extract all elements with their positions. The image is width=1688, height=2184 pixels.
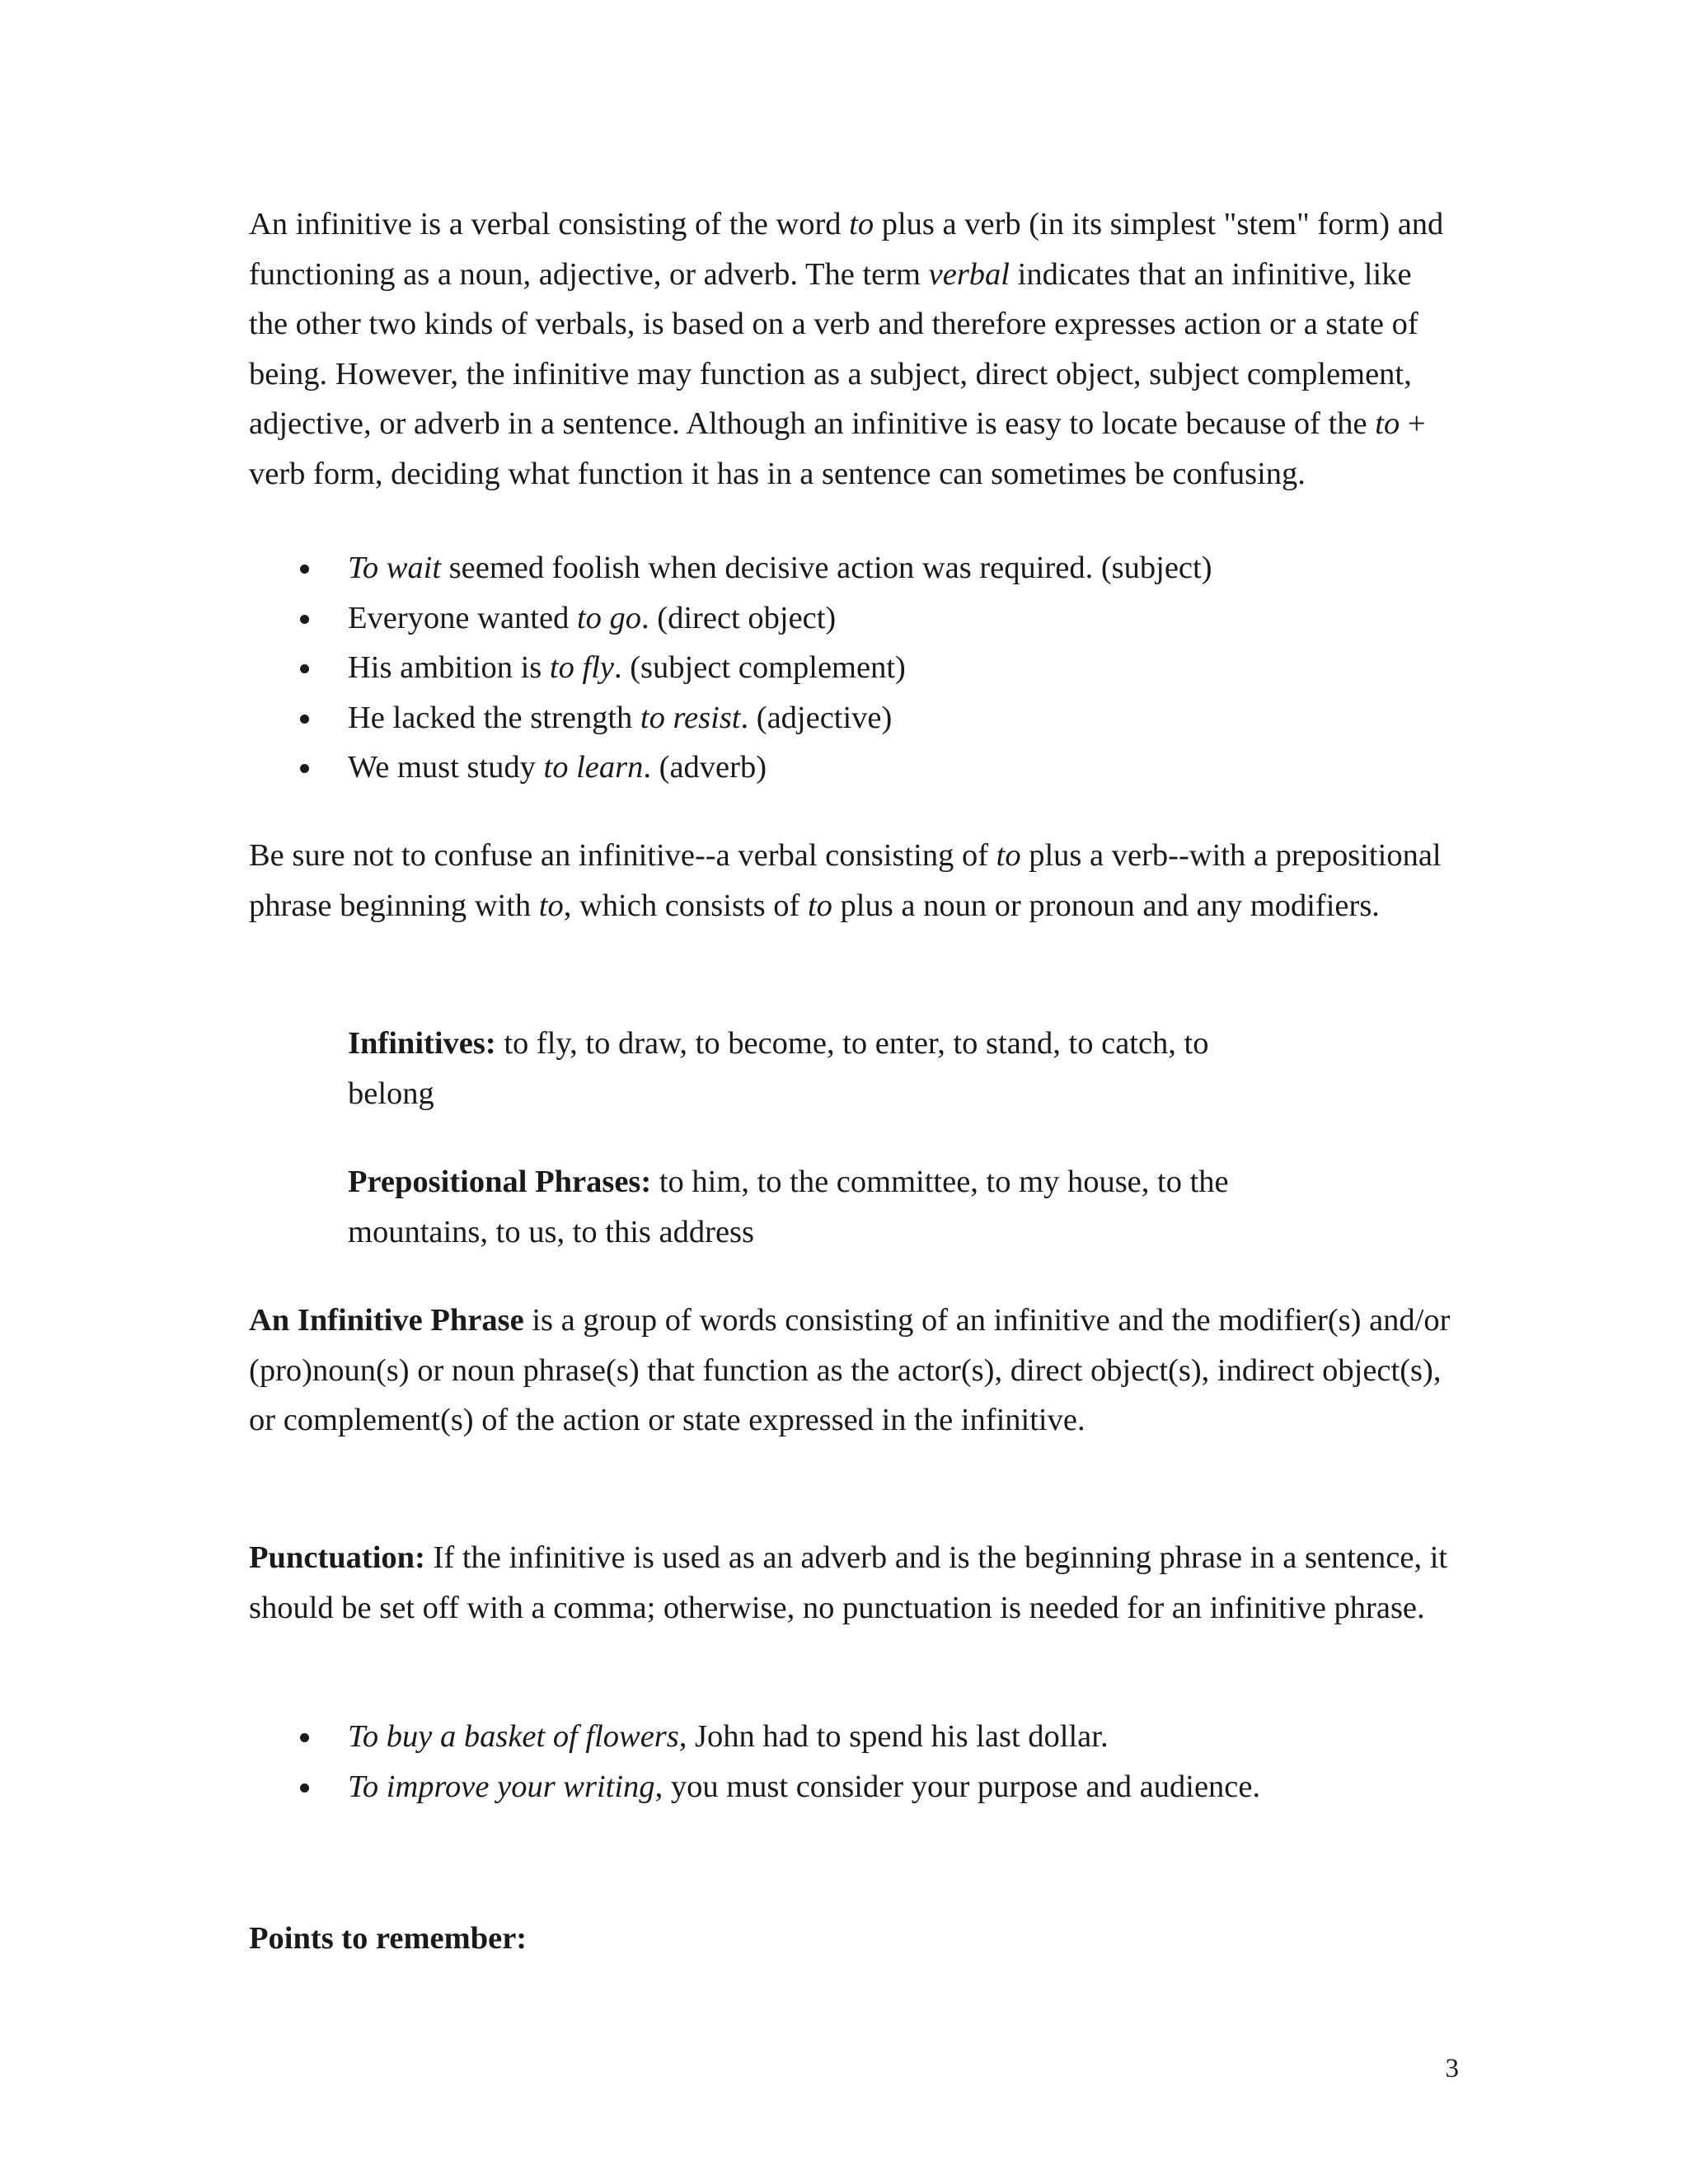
intro-text-2: plus a verb (in its simplest "stem" form) and functioning as a noun, adjective, or adverb. The term: [249, 207, 1444, 292]
example-text: John had to spend his last dollar.: [687, 1719, 1109, 1754]
punctuation-label: Punctuation:: [249, 1540, 425, 1575]
intro-italic-to-2: to: [1375, 406, 1400, 441]
list-item: [249, 1762, 1452, 1812]
punctuation-text: If the infinitive is used as an adverb and is the beginning phrase in a sentence, it should be set off with a comma; otherwise, no punctuation is needed for an infinitive phrase.: [249, 1540, 1448, 1625]
intro-paragraph: [249, 199, 1452, 499]
points-heading: [249, 1914, 1452, 1964]
intro-italic-to: to: [849, 207, 874, 241]
example-infinitive: to learn: [543, 750, 644, 785]
punctuation-examples-list: [249, 1712, 1452, 1811]
example-infinitive-phrase: To buy a basket of flowers,: [348, 1719, 687, 1754]
infinitive-phrase-term: An Infinitive Phrase: [249, 1303, 524, 1338]
confuse-paragraph: [249, 831, 1452, 930]
example-text: . (subject complement): [613, 650, 906, 685]
infinitive-phrase-text: is a group of words consisting of an infinitive and the modifier(s) and/or (pro)noun(s) or noun phrase(s) that function as the actor(s), direct object(s), indirect object(s), or complement(s) of the action or state expressed in the infinitive.: [249, 1303, 1451, 1437]
confuse-text: plus a verb--with a prepositional phrase beginning with: [249, 838, 1442, 923]
confuse-text: Be sure not to confuse an infinitive--a verbal consisting of: [249, 838, 996, 873]
infinitives-label: Infinitives:: [348, 1026, 496, 1061]
list-item: [249, 543, 1452, 593]
infinitives-text: to fly, to draw, to become, to enter, to stand, to catch, to belong: [348, 1026, 1209, 1111]
infinitive-phrase-definition: [249, 1296, 1452, 1446]
confuse-text: , which consists of: [563, 888, 808, 923]
points-heading-text: Points to remember:: [249, 1921, 528, 1956]
example-text: . (adverb): [643, 750, 767, 785]
example-text: seemed foolish when decisive action was required. (subject): [441, 551, 1212, 585]
example-infinitive: to resist: [640, 700, 741, 735]
list-item: [249, 1712, 1452, 1762]
list-item: [249, 743, 1452, 793]
example-text: We must study: [348, 750, 544, 785]
bullet-icon: [300, 764, 309, 773]
confuse-italic: to: [538, 888, 564, 923]
example-text: . (adjective): [740, 700, 893, 735]
example-text: His ambition is: [348, 650, 550, 685]
prepositional-label: Prepositional Phrases:: [348, 1165, 652, 1199]
example-infinitive: to fly: [549, 650, 614, 685]
list-item: [249, 593, 1452, 644]
example-infinitive: to go: [576, 600, 642, 635]
confuse-text: plus a noun or pronoun and any modifiers.: [832, 888, 1380, 923]
prepositional-text: to him, to the committee, to my house, to the mountains, to us, to this address: [348, 1165, 1229, 1249]
punctuation-paragraph: [249, 1533, 1452, 1633]
example-text: . (direct object): [641, 600, 837, 635]
intro-italic-verbal: verbal: [928, 256, 1010, 292]
list-item: [249, 643, 1452, 693]
bullet-icon: [300, 615, 309, 624]
bullet-icon: [300, 664, 309, 673]
intro-text-3: indicates that an infinitive, like the other two kinds of verbals, is based on a verb and therefore expresses action or a state of being. However, the infinitive may function as a subject, direct object, subject complement, adjective, or adverb in a sentence. Although an infinitive is easy to locate because of the: [249, 256, 1418, 441]
bullet-icon: [300, 565, 309, 574]
example-infinitive-phrase: To improve your writing: [348, 1769, 655, 1804]
confuse-italic: to: [807, 888, 832, 923]
prepositional-phrases-list: [348, 1157, 1271, 1257]
infinitives-list: [348, 1019, 1271, 1118]
example-infinitive: To wait: [348, 551, 442, 585]
example-text: , you must consider your purpose and audience.: [654, 1769, 1261, 1804]
bullet-icon: [300, 715, 309, 724]
intro-text-1: An infinitive is a verbal consisting of the word: [249, 207, 850, 241]
confuse-italic: to: [996, 838, 1021, 873]
bullet-icon: [300, 1733, 309, 1742]
example-text: Everyone wanted: [348, 600, 577, 635]
example-text: He lacked the strength: [348, 700, 640, 735]
function-examples-list: [249, 543, 1452, 793]
page-number: 3: [1445, 2054, 1459, 2083]
bullet-icon: [300, 1783, 309, 1793]
list-item: [249, 693, 1452, 743]
intro-text-4: + verb form, deciding what function it has in a sentence can sometimes be confusing.: [249, 406, 1426, 491]
